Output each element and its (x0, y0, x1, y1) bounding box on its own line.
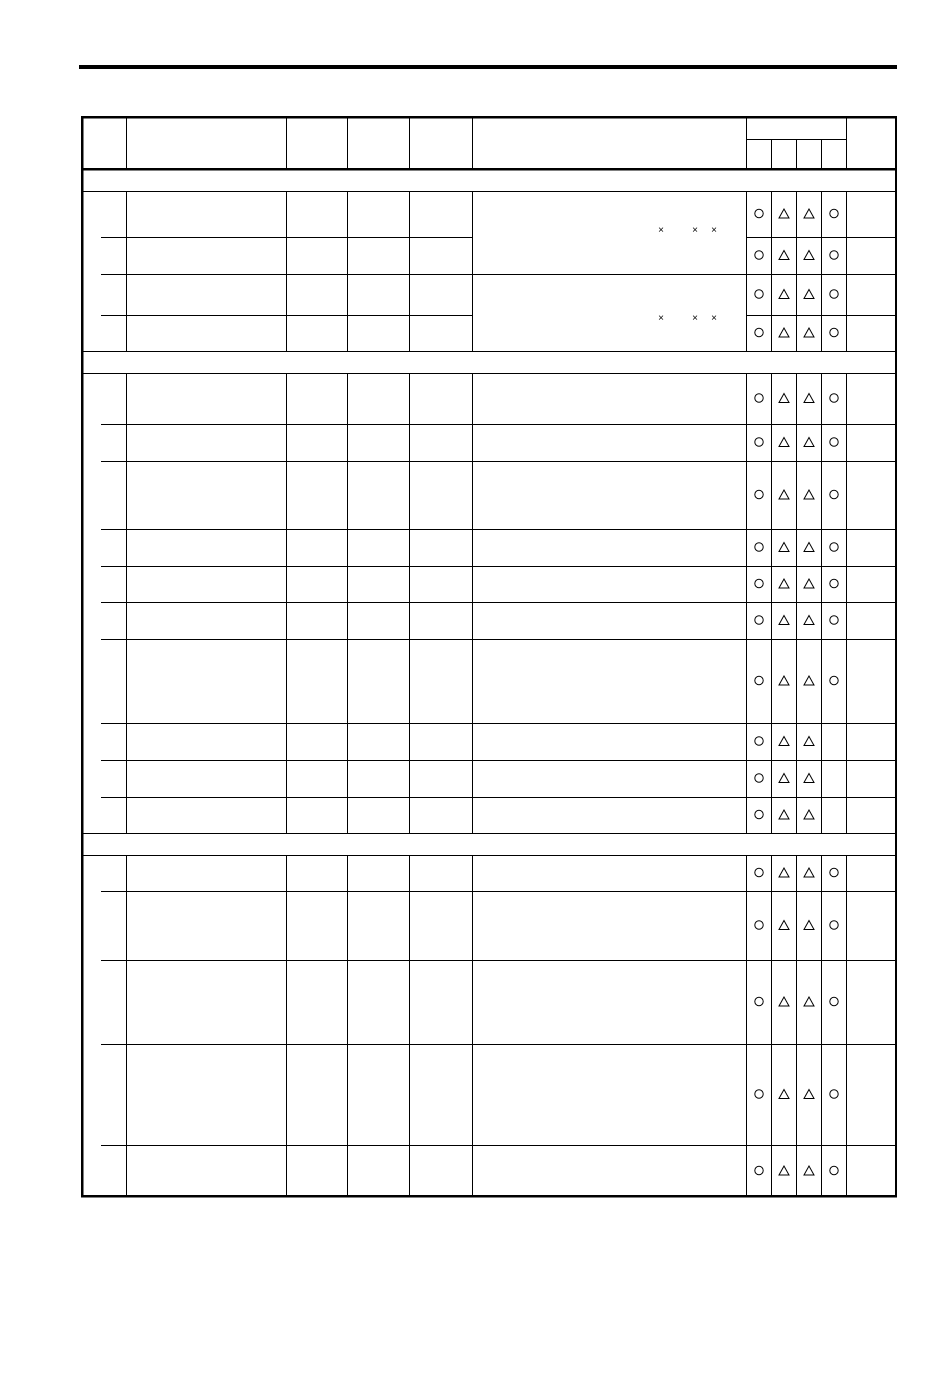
circle-mark (755, 737, 763, 745)
triangle-mark (779, 209, 789, 218)
spec-table (81, 116, 897, 1199)
triangle-mark (804, 438, 814, 447)
triangle-mark (779, 328, 789, 337)
triangle-mark (804, 579, 814, 588)
circle-mark (830, 676, 838, 684)
circle-mark (755, 579, 763, 587)
triangle-mark (804, 328, 814, 337)
triangle-mark (779, 810, 789, 819)
circle-mark (755, 774, 763, 782)
triangle-mark (779, 1166, 789, 1175)
triangle-mark (804, 921, 814, 930)
circle-mark (830, 997, 838, 1005)
circle-mark (755, 209, 763, 217)
cross-mark: × (658, 313, 664, 324)
triangle-mark (804, 1090, 814, 1099)
triangle-mark (779, 438, 789, 447)
triangle-mark (804, 676, 814, 685)
circle-mark (755, 438, 763, 446)
circle-mark (755, 490, 763, 498)
triangle-mark (779, 394, 789, 403)
circle-mark (830, 1090, 838, 1098)
circle-mark (755, 1166, 763, 1174)
triangle-mark (804, 774, 814, 783)
circle-mark (830, 543, 838, 551)
circle-mark (830, 438, 838, 446)
circle-mark (830, 868, 838, 876)
circle-mark (830, 616, 838, 624)
triangle-mark (779, 616, 789, 625)
triangle-mark (804, 737, 814, 746)
table-outer-border (82, 117, 896, 1196)
circle-mark (755, 328, 763, 336)
triangle-mark (804, 810, 814, 819)
triangle-mark (779, 543, 789, 552)
triangle-mark (804, 209, 814, 218)
triangle-mark (779, 1090, 789, 1099)
triangle-mark (804, 868, 814, 877)
triangle-mark (779, 997, 789, 1006)
triangle-mark (779, 251, 789, 260)
circle-mark (830, 394, 838, 402)
triangle-mark (804, 394, 814, 403)
cross-mark: × (692, 225, 698, 236)
page-top-rule (79, 65, 897, 69)
triangle-mark (779, 868, 789, 877)
circle-mark (755, 921, 763, 929)
triangle-mark (804, 1166, 814, 1175)
circle-mark (830, 251, 838, 259)
circle-mark (755, 290, 763, 298)
circle-mark (755, 868, 763, 876)
circle-mark (755, 810, 763, 818)
triangle-mark (804, 490, 814, 499)
cross-mark: × (658, 225, 664, 236)
spec-table-grid (81, 116, 897, 1199)
circle-mark (830, 921, 838, 929)
circle-mark (830, 490, 838, 498)
circle-mark (830, 328, 838, 336)
circle-mark (830, 1166, 838, 1174)
triangle-mark (779, 921, 789, 930)
cross-mark: × (711, 225, 717, 236)
cross-mark: × (692, 313, 698, 324)
cross-mark: × (711, 313, 717, 324)
circle-mark (755, 997, 763, 1005)
triangle-mark (779, 737, 789, 746)
circle-mark (755, 616, 763, 624)
triangle-mark (779, 774, 789, 783)
circle-mark (755, 676, 763, 684)
triangle-mark (779, 579, 789, 588)
triangle-mark (779, 676, 789, 685)
triangle-mark (779, 490, 789, 499)
circle-mark (755, 543, 763, 551)
circle-mark (830, 579, 838, 587)
triangle-mark (804, 543, 814, 552)
circle-mark (755, 1090, 763, 1098)
triangle-mark (804, 616, 814, 625)
triangle-mark (804, 290, 814, 299)
triangle-mark (779, 290, 789, 299)
triangle-mark (804, 997, 814, 1006)
circle-mark (755, 251, 763, 259)
circle-mark (830, 290, 838, 298)
triangle-mark (804, 251, 814, 260)
circle-mark (755, 394, 763, 402)
circle-mark (830, 209, 838, 217)
